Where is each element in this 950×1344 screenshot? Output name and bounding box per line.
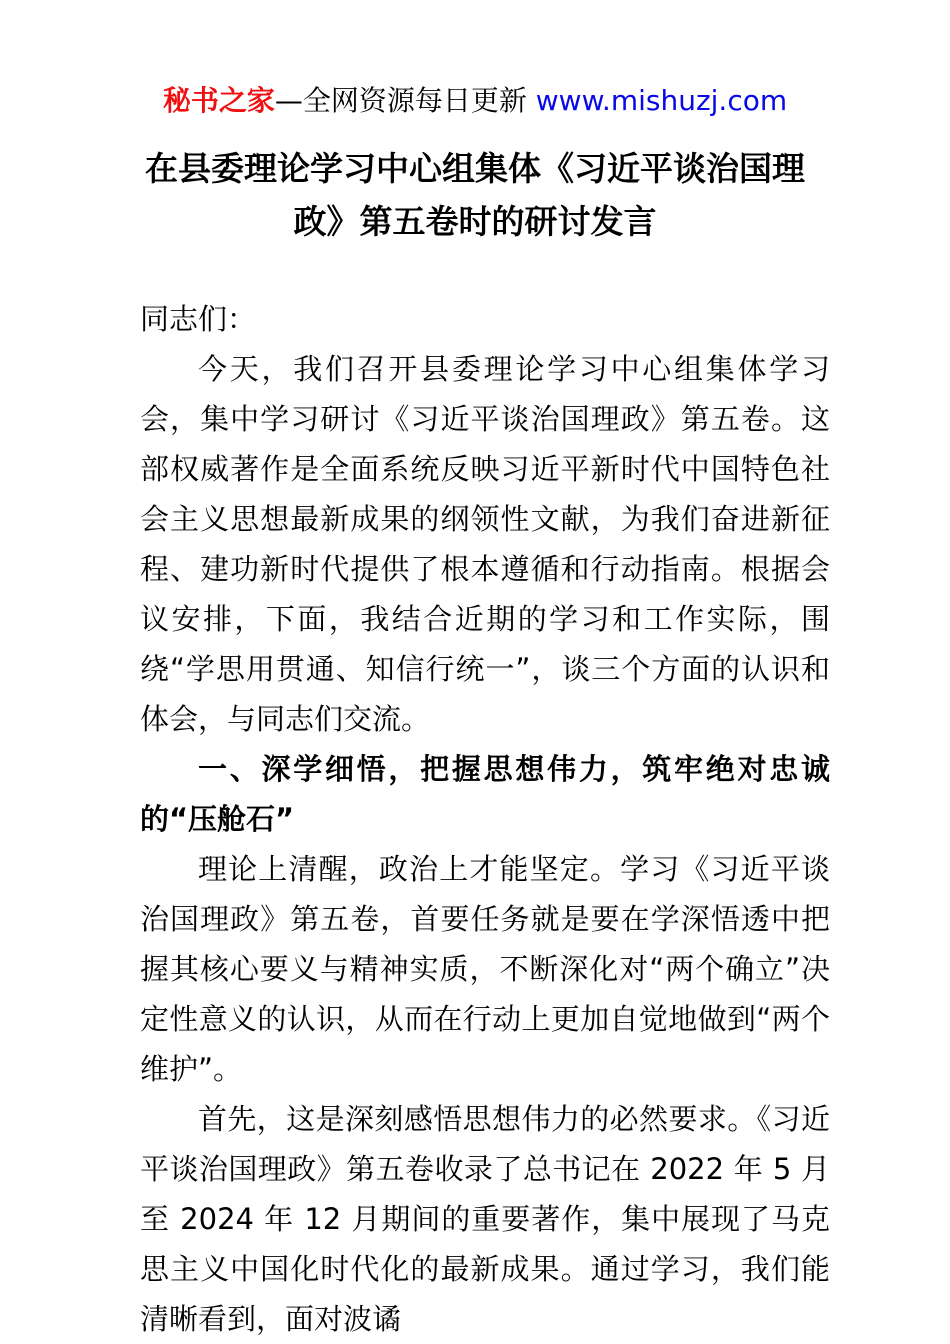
document-title: 在县委理论学习中心组集体《习近平谈治国理政》第五卷时的研讨发言 <box>145 149 805 241</box>
site-url-link[interactable]: www.mishuzj.com <box>535 84 788 117</box>
body-paragraph: 理论上清醒，政治上才能坚定。学习《习近平谈治国理政》第五卷，首要任务就是要在学深悟透中把握其核心要义与精神实质，不断深化对“两个确立”决定性意义的认识，从而在行动上更加自觉地做到“两个维护”。 <box>140 852 830 1086</box>
body-paragraph: 同志们： <box>140 302 257 336</box>
site-brand: 秘书之家 <box>162 84 275 117</box>
site-header <box>0 84 950 118</box>
site-tagline: —全网资源每日更新 <box>274 84 536 117</box>
document-body <box>140 294 830 1344</box>
body-paragraph: 今天，我们召开县委理论学习中心组集体学习会，集中学习研讨《习近平谈治国理政》第五卷。这部权威著作是全面系统反映习近平新时代中国特色社会主义思想最新成果的纲领性文献，为我们奋进新征程、建功新时代提供了根本遵循和行动指南。根据会议安排，下面，我结合近期的学习和工作实际，围绕“学思用贯通、知信行统一”，谈三个方面的认识和体会，与同志们交流。 <box>140 352 830 736</box>
body-paragraph: 首先，这是深刻感悟思想伟力的必然要求。《习近平谈治国理政》第五卷收录了总书记在 2022 年 5 月至 2024 年 12 月期间的重要著作，集中展现了马克思主义中国化时代化的最新成果。通过学习，我们能清晰看到，面对波谲 <box>140 1102 830 1336</box>
section-heading: 一、深学细悟，把握思想伟力，筑牢绝对忠诚的“压舱石” <box>140 752 830 836</box>
